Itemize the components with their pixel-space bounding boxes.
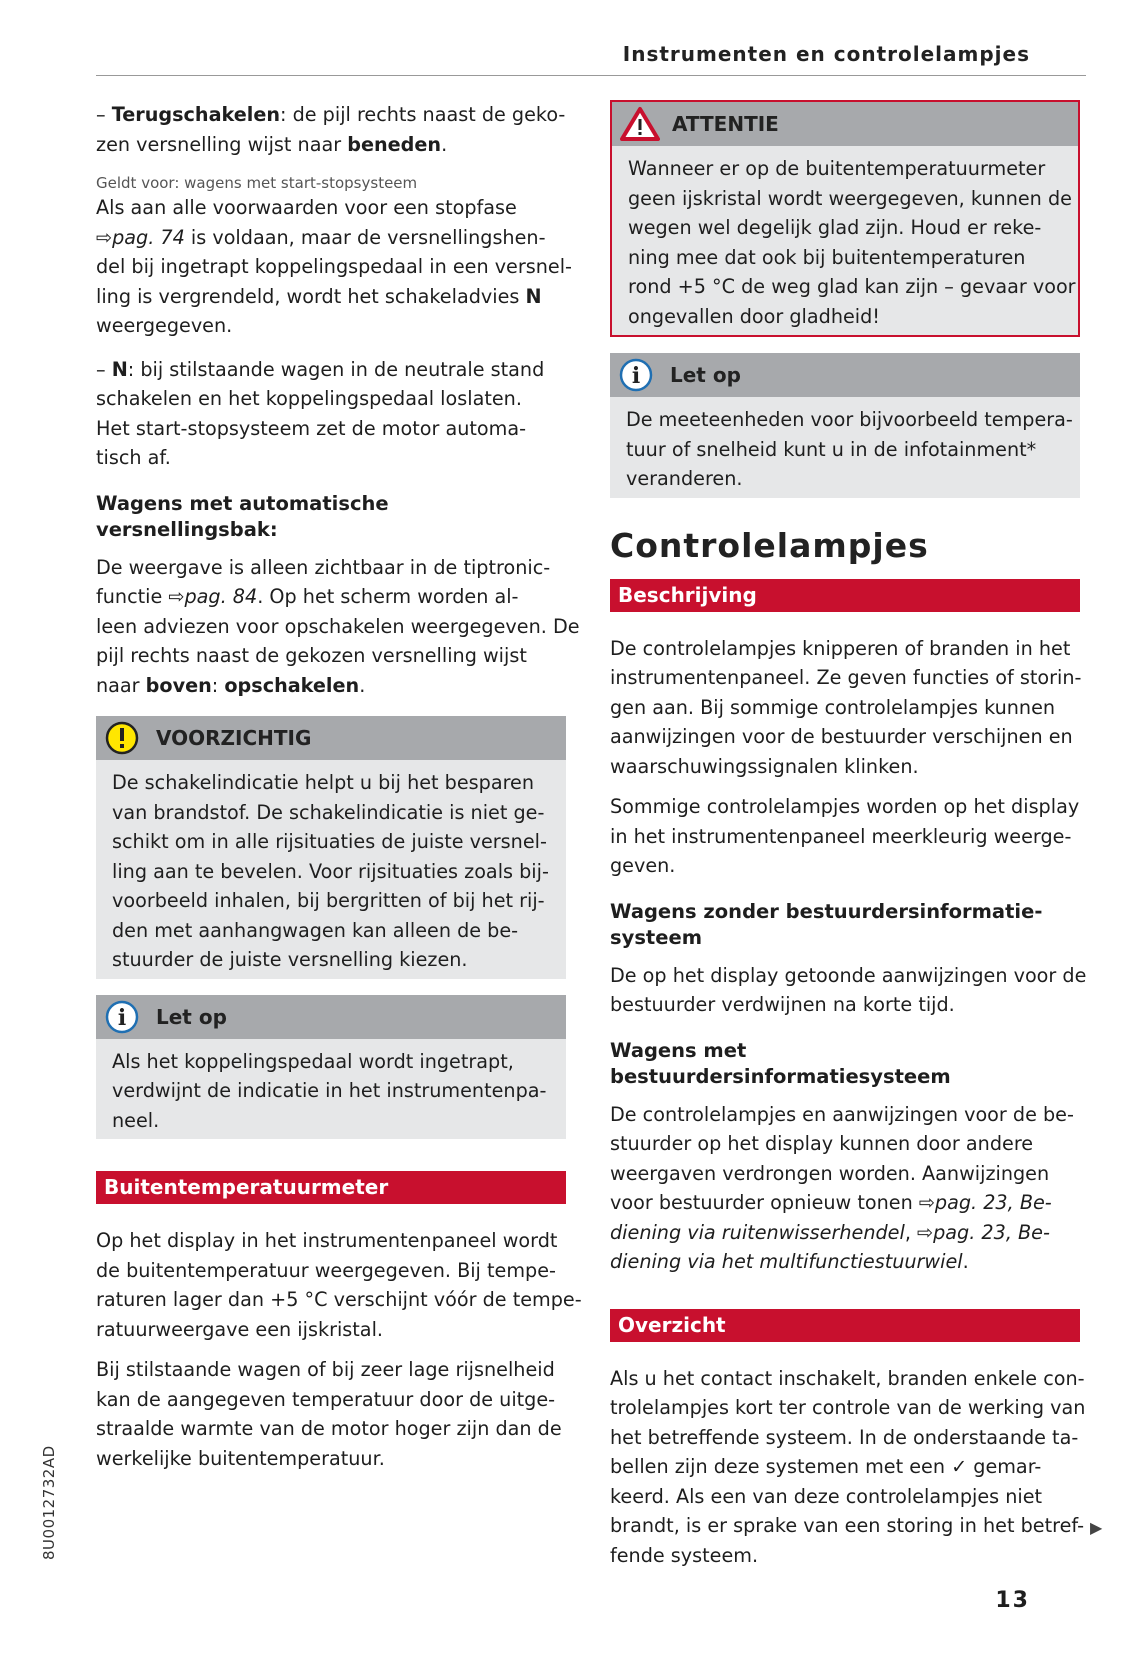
exclamation-circle-icon (104, 720, 144, 756)
text-line: De schakelindicatie helpt u bij het besparen (112, 771, 535, 794)
paragraph-tiptronic (96, 553, 580, 701)
info-icon (104, 999, 144, 1035)
note-title: Let op (156, 1004, 227, 1029)
heading-without-dis (610, 899, 1080, 951)
note-box (96, 995, 566, 1140)
text-line: Als het koppelingspedaal wordt ingetrapt, (112, 1049, 514, 1073)
header-divider (96, 75, 1086, 76)
warning-box (610, 100, 1080, 337)
text-line: – Terugschakelen: de pijl rechts naast de geko- (96, 103, 566, 126)
text-line: De controlelampjes knipperen of branden in het (610, 636, 1071, 660)
left-column (96, 100, 582, 1484)
text-line: functie ⇨pag. 84. Op het scherm worden al- (96, 585, 519, 608)
paragraph-stopfase (96, 193, 572, 341)
text-line: in het instrumentenpaneel meerkleurig weerge- (610, 824, 1072, 848)
text-line: – N: bij stilstaande wagen in de neutrale stand (96, 357, 545, 381)
triangle-right-icon: ▶ (1090, 1518, 1103, 1537)
text-line: naar boven: opschakelen. (96, 673, 366, 697)
warning-triangle-icon (620, 106, 660, 142)
note-box-units (610, 353, 1080, 498)
text-line: diening via ruitenwisserhendel, ⇨pag. 23, Be- (610, 1220, 1050, 1244)
text-line: tisch af. (96, 446, 171, 469)
paragraph-engine-heat (96, 1355, 566, 1473)
text-line: gen aan. Bij sommige controlelampjes kunnen (610, 695, 1056, 719)
paragraph-with-dis (610, 1100, 1080, 1277)
text-line: Wanneer er op de buitentemperatuurmeter (628, 157, 1046, 180)
text-line: tuur of snelheid kunt u in de infotainment* (626, 437, 1037, 461)
text-line: instrumentenpaneel. Ze geven functies of storin- (610, 666, 1082, 689)
text-line: van brandstof. De schakelindicatie is niet ge- (112, 800, 545, 824)
note-title: Let op (670, 363, 741, 387)
text-line: Op het display in het instrumentenpaneel wordt (96, 1229, 558, 1252)
text-line: voor bestuurder opnieuw tonen ⇨pag. 23, Be- (610, 1191, 1052, 1214)
text-line: geven. (610, 854, 676, 877)
svg-text:i: i (631, 363, 641, 389)
text-line: straalde warmte van de motor hoger zijn dan de (96, 1417, 562, 1440)
text-line: schakelen en het koppelingspedaal loslaten. (96, 387, 522, 410)
running-header: Instrumenten en controlelampjes (622, 42, 1030, 66)
text-line: De meeteenheden voor bijvoorbeeld tempera- (626, 408, 1073, 431)
text-line: werkelijke buitentemperatuur. (96, 1446, 385, 1470)
paragraph-without-dis (610, 961, 1087, 1020)
text-line: bellen zijn deze systemen met een ✓ gemar- (610, 1455, 1042, 1478)
text-line: De weergave is alleen zichtbaar in de tiptronic- (96, 555, 551, 579)
heading-with-dis: Wagens met bestuurdersinformatiesysteem (610, 1038, 951, 1088)
text-line: raturen lager dan +5 °C verschijnt vóór de tempe- (96, 1288, 582, 1311)
text-line: Bij stilstaande wagen of bij zeer lage rijsnelheid (96, 1358, 555, 1381)
text-line: kan de aangegeven temperatuur door de uitge- (96, 1387, 556, 1411)
page-title: Controlelampjes (610, 525, 929, 565)
right-column (610, 100, 1087, 1581)
text-line: rond +5 °C de weg glad kan zijn – gevaar voor (628, 275, 1076, 298)
text-line: weergaven verdrongen worden. Aanwijzingen (610, 1161, 1050, 1185)
text-line: systeem (610, 925, 703, 949)
section-heading-overview: Overzicht (610, 1309, 1080, 1342)
info-icon (618, 357, 658, 393)
text-line: het betreffende systeem. In de onderstaande ta- (610, 1425, 1079, 1449)
text-line: stuurder op het display kunnen door andere (610, 1132, 1034, 1155)
text-line: wegen wel degelijk glad zijn. Houd er reke- (628, 216, 1042, 239)
text-line: aanwijzingen voor de bestuurder verschijnen en (610, 725, 1073, 748)
text-line: schikt om in alle rijsituaties de juiste versnel- (112, 830, 547, 853)
text-line: Als u het contact inschakelt, branden enkele con- (610, 1366, 1085, 1390)
text-line: bestuurder verdwijnen na korte tijd. (610, 993, 955, 1016)
text-line: Het start-stopsysteem zet de motor automa- (96, 416, 526, 440)
text-line: Sommige controlelampjes worden op het display (610, 795, 1080, 818)
caution-title: VOORZICHTIG (156, 726, 312, 750)
text-line: verdwijnt de indicatie in het instrumentenpa- (112, 1079, 547, 1102)
paragraph-multicolor (610, 792, 1080, 881)
page-number: 13 (995, 1588, 1030, 1613)
caution-text (112, 768, 550, 975)
text-line: ratuurweergave een ijskristal. (96, 1317, 383, 1341)
text-line: brandt, is er sprake van een storing in het betref- (610, 1514, 1085, 1537)
text-line: waarschuwingssignalen klinken. (610, 754, 919, 778)
text-line: stuurder de juiste versnelling kiezen. (112, 948, 468, 971)
text-line: voorbeeld inhalen, bij bergritten of bij het rij- (112, 889, 545, 912)
text-line: neel. (112, 1108, 160, 1132)
paragraph-overview (610, 1364, 1086, 1571)
text-line: leen adviezen voor opschakelen weergegeven. De (96, 614, 580, 638)
text-line: De op het display getoonde aanwijzingen voor de (610, 963, 1087, 987)
text-line: veranderen. (626, 467, 743, 490)
text-line: de buitentemperatuur weergegeven. Bij tempe- (96, 1258, 556, 1282)
section-heading-description: Beschrijving (610, 579, 1080, 612)
text-line: ongevallen door gladheid! (628, 304, 880, 328)
text-line: ling aan te bevelen. Voor rijsituaties zoals bij- (112, 859, 549, 883)
applies-note: Geldt voor: wagens met start-stopsysteem (96, 174, 418, 192)
svg-text:i: i (117, 1004, 127, 1031)
text-line: del bij ingetrapt koppelingspedaal in een versnel- (96, 255, 572, 278)
text-line: De controlelampjes en aanwijzingen voor de be- (610, 1102, 1074, 1126)
warning-title: ATTENTIE (672, 112, 779, 136)
list-item-terugschakelen (96, 100, 566, 159)
paragraph-description (610, 634, 1080, 782)
text-line: pijl rechts naast de gekozen versnelling wijst (96, 644, 527, 667)
text-line: diening via het multifunctiestuurwiel. (610, 1250, 969, 1273)
caution-box (96, 716, 566, 979)
text-line: den met aanhangwagen kan alleen de be- (112, 918, 519, 942)
heading-automatic: Wagens met automatische versnellingsbak: (96, 491, 389, 541)
text-line: ling is vergrendeld, wordt het schakeladvies N (96, 284, 542, 308)
section-heading-temperature: Buitentemperatuurmeter (96, 1171, 566, 1204)
warning-text (628, 154, 1076, 331)
note-text (112, 1047, 550, 1136)
text-line: fende systeem. (610, 1543, 759, 1567)
text-line: zen versnelling wijst naar beneden. (96, 132, 448, 156)
text-line: ⇨pag. 74 is voldaan, maar de versnellingshen- (96, 225, 546, 249)
paragraph-temperature (96, 1226, 582, 1344)
list-item-n (96, 355, 566, 473)
text-line: trolelampjes kort ter controle van de werking van (610, 1396, 1086, 1419)
text-line: Als aan alle voorwaarden voor een stopfase (96, 196, 517, 219)
text-line: ning mee dat ook bij buitentemperaturen (628, 245, 1026, 269)
text-line: weergegeven. (96, 314, 233, 337)
text-line: geen ijskristal wordt weergegeven, kunnen de (628, 186, 1072, 210)
document-code: 8U0012732AD (40, 1445, 58, 1560)
text-line: Wagens zonder bestuurdersinformatie- (610, 899, 1043, 923)
text-line: keerd. Als een van deze controlelampjes niet (610, 1484, 1043, 1508)
note-text (626, 405, 1073, 494)
